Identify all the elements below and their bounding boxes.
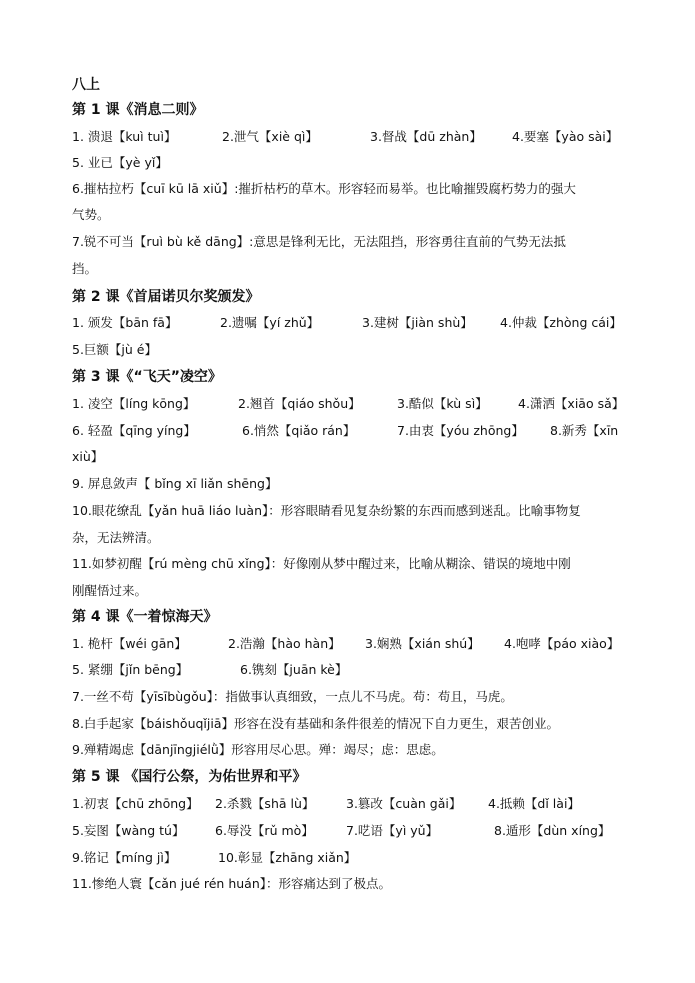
vocab-item: 7.由衷【yóu zhōng】	[397, 423, 524, 438]
idiom-definition-cont: 刚醒悟过来。	[72, 583, 148, 598]
vocab-item: 4.抵赖【dǐ lài】	[488, 796, 580, 811]
vocab-item: 9.铭记【míng jì】	[72, 850, 177, 865]
vocab-item: 1. 桅杆【wéi gān】	[72, 636, 187, 651]
idiom-definition: 11.如梦初醒【rú mèng chū xǐng】：好像刚从梦中醒过来，比喻从糊涂、错误的境地中刚	[72, 556, 571, 571]
vocab-item: 1.初衷【chū zhōng】	[72, 796, 199, 811]
vocab-item: 2.杀戮【shā lù】	[215, 796, 315, 811]
vocab-item: 1. 溃退【kuì tuì】	[72, 129, 177, 144]
vocab-item-cont: xiù】	[72, 449, 104, 464]
vocab-item: 5. 紧绷【jǐn bēng】	[72, 662, 189, 677]
vocab-item: 3.篡改【cuàn gǎi】	[346, 796, 462, 811]
idiom-definition-cont: 气势。	[72, 207, 110, 222]
idiom-definition: 8.白手起家【báishǒuqǐjiā】形容在没有基础和条件很差的情况下自力更生，艰苦创业。	[72, 716, 560, 731]
vocab-item: 2.遗嘱【yí zhǔ】	[220, 315, 320, 330]
vocab-item: 3.娴熟【xián shú】	[365, 636, 480, 651]
vocab-item: 5. 业已【yè yǐ】	[72, 155, 168, 170]
idiom-definition: 7.一丝不苟【yīsībùgǒu】：指做事认真细致，一点儿不马虎。苟：苟且，马虎。	[72, 689, 513, 704]
lesson-1-title: 第 1 课《消息二则》	[72, 102, 204, 118]
idiom-definition: 7.锐不可当【ruì bù kě dāng】:意思是锋利无比，无法阻挡，形容勇往直前的气势无法抵	[72, 234, 566, 249]
vocab-item: 2.泄气【xiè qì】	[222, 129, 318, 144]
lesson-5-title: 第 5 课 《国行公祭，为佑世界和平》	[72, 769, 307, 785]
vocab-item: 2.浩瀚【hào hàn】	[228, 636, 341, 651]
vocab-item: 8.遁形【dùn xíng】	[494, 823, 611, 838]
vocab-item: 10.彰显【zhāng xiǎn】	[218, 850, 357, 865]
idiom-definition: 11.惨绝人寰【cǎn jué rén huán】：形容痛达到了极点。	[72, 876, 391, 891]
vocab-item: 3.建树【jiàn shù】	[362, 315, 473, 330]
vocab-item: 6.镌刻【juān kè】	[240, 662, 348, 677]
lesson-4-title: 第 4 课《一着惊海天》	[72, 609, 218, 625]
vocab-item: 2.翘首【qiáo shǒu】	[238, 396, 361, 411]
lesson-2-title: 第 2 课《首届诺贝尔奖颁发》	[72, 289, 260, 305]
vocab-item: 4.仲裁【zhòng cái】	[500, 315, 622, 330]
vocab-item: 5.巨额【jù é】	[72, 342, 157, 357]
vocab-item: 3.督战【dū zhàn】	[370, 129, 482, 144]
vocab-item: 6.辱没【rǔ mò】	[215, 823, 314, 838]
vocab-item: 4.潇洒【xiāo sǎ】	[518, 396, 625, 411]
vocab-item: 9. 屏息敛声【 bǐng xī liǎn shēng】	[72, 476, 278, 491]
vocab-item: 6. 轻盈【qīng yíng】	[72, 423, 196, 438]
grade-title: 八上	[72, 77, 100, 93]
lesson-3-title: 第 3 课《“飞天”凌空》	[72, 369, 222, 385]
idiom-definition-cont: 挡。	[72, 261, 98, 276]
vocab-item: 7.呓语【yì yǔ】	[346, 823, 439, 838]
vocab-item: 4.要塞【yào sài】	[512, 129, 619, 144]
idiom-definition: 9.殚精竭虑【dānjīngjiélǜ】形容用尽心思。殚：竭尽；虑：思虑。	[72, 742, 444, 757]
idiom-definition: 10.眼花缭乱【yǎn huā liáo luàn】：形容眼睛看见复杂纷繁的东西而感到迷乱。比喻事物复	[72, 503, 581, 518]
idiom-definition-cont: 杂，无法辨清。	[72, 530, 160, 545]
vocab-item: 5.妄图【wàng tú】	[72, 823, 185, 838]
vocab-item: 4.咆哮【páo xiào】	[504, 636, 620, 651]
vocab-item: 6.悄然【qiǎo rán】	[242, 423, 356, 438]
vocab-item: 1. 凌空【líng kōng】	[72, 396, 196, 411]
idiom-definition: 6.摧枯拉朽【cuī kū lā xiǔ】:摧折枯朽的草木。形容轻而易举。也比喻摧毁腐朽势力的强大	[72, 181, 576, 196]
vocab-item: 1. 颁发【bān fā】	[72, 315, 178, 330]
vocab-item: 8.新秀【xīn	[550, 423, 619, 438]
vocab-item: 3.酷似【kù sì】	[397, 396, 488, 411]
